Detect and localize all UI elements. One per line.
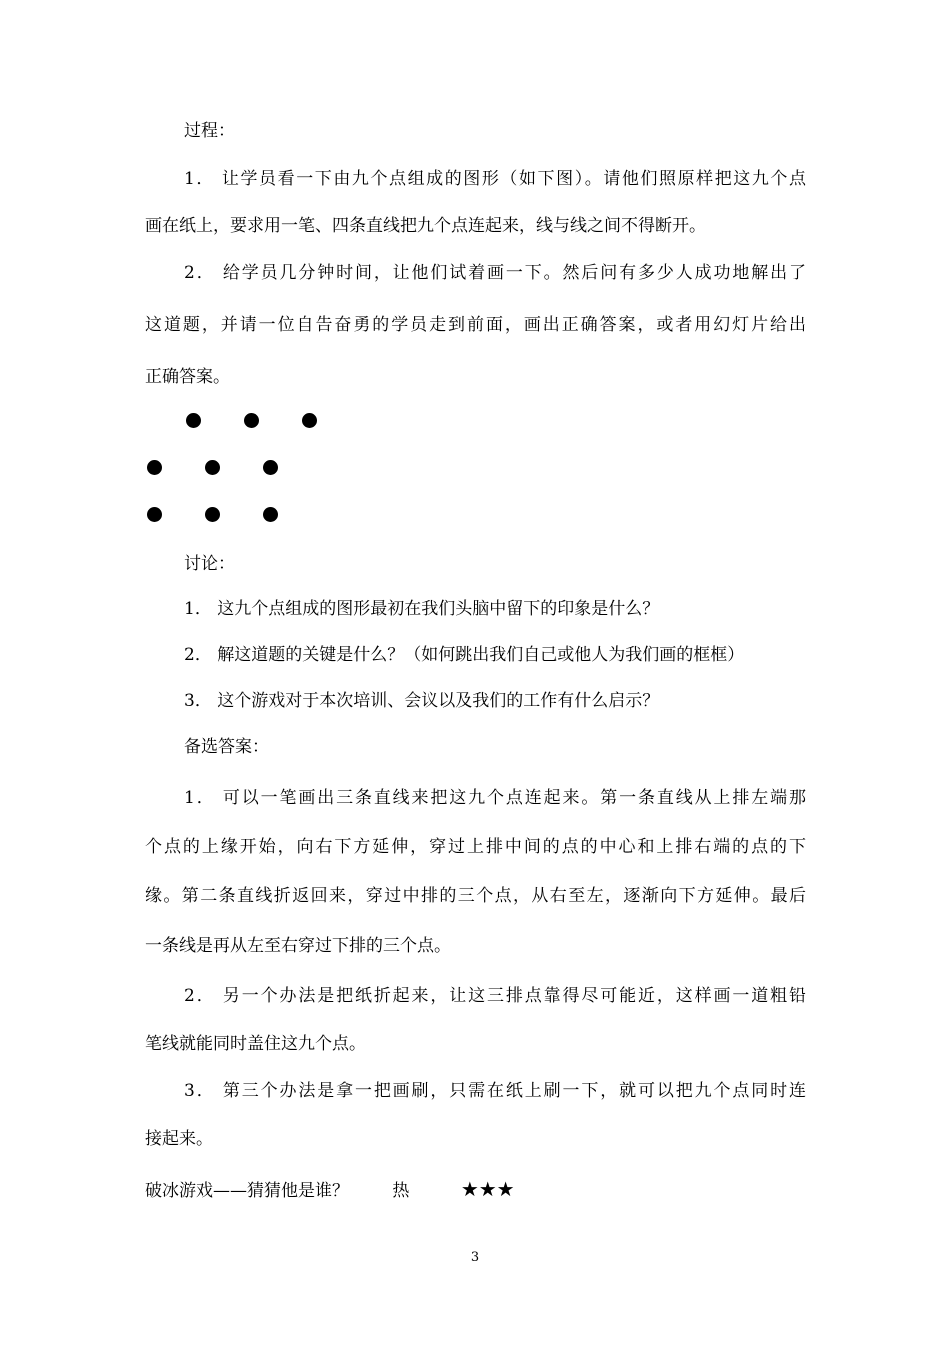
- answer-3-line-1: 3． 第三个办法是拿一把画刷，只需在纸上刷一下，就可以把九个点同时连: [184, 1081, 806, 1101]
- dot-bottom-right: [263, 507, 278, 522]
- answers-heading: 备选答案：: [184, 737, 269, 757]
- answer-2-line-1: 2． 另一个办法是把纸折起来，让这三排点靠得尽可能近，这样画一道粗铅: [184, 986, 806, 1006]
- next-game-rating-stars: ★★★: [460, 1177, 515, 1201]
- dot-top-left: [186, 413, 201, 428]
- answer-2-line-2: 笔线就能同时盖住这九个点。: [145, 1034, 366, 1054]
- dot-middle-right: [263, 460, 278, 475]
- dot-top-middle: [244, 413, 259, 428]
- dot-middle-left: [147, 460, 162, 475]
- page-number: 3: [470, 1250, 480, 1265]
- process-heading: 过程：: [184, 121, 235, 141]
- process-step-2-line-2: 这道题，并请一位自告奋勇的学员走到前面，画出正确答案，或者用幻灯片给出: [145, 315, 806, 335]
- next-game-title-row: [145, 1178, 515, 1202]
- process-step-2-line-3: 正确答案。: [145, 367, 230, 387]
- answer-1-line-4: 一条线是再从左至右穿过下排的三个点。: [145, 936, 451, 956]
- process-step-1-line-2: 画在纸上，要求用一笔、四条直线把九个点连起来，线与线之间不得断开。: [145, 216, 706, 236]
- discussion-question-3: 3． 这个游戏对于本次培训、会议以及我们的工作有什么启示？: [184, 691, 660, 711]
- process-step-1-line-1: 1． 让学员看一下由九个点组成的图形（如下图）。请他们照原样把这九个点: [184, 169, 806, 189]
- discussion-question-1: 1． 这九个点组成的图形最初在我们头脑中留下的印象是什么？: [184, 599, 660, 619]
- dot-bottom-left: [147, 507, 162, 522]
- discussion-question-2: 2． 解这道题的关键是什么？（如何跳出我们自己或他人为我们画的框框）: [184, 645, 745, 665]
- dot-top-right: [302, 413, 317, 428]
- process-step-2-line-1: 2． 给学员几分钟时间，让他们试着画一下。然后问有多少人成功地解出了: [184, 263, 806, 283]
- answer-1-line-2: 个点的上缘开始，向右下方延伸，穿过上排中间的点的中心和上排右端的点的下: [145, 837, 806, 857]
- next-game-title: 破冰游戏——猜猜他是谁？: [145, 1181, 349, 1201]
- dot-bottom-center: [205, 507, 220, 522]
- answer-3-line-2: 接起来。: [145, 1129, 213, 1149]
- next-game-tag: 热: [392, 1181, 410, 1201]
- dot-middle-center: [205, 460, 220, 475]
- answer-1-line-3: 缘。第二条直线折返回来，穿过中排的三个点，从右至左，逐渐向下方延伸。最后: [145, 886, 806, 906]
- discussion-heading: 讨论：: [184, 554, 235, 574]
- answer-1-line-1: 1． 可以一笔画出三条直线来把这九个点连起来。第一条直线从上排左端那: [184, 788, 806, 808]
